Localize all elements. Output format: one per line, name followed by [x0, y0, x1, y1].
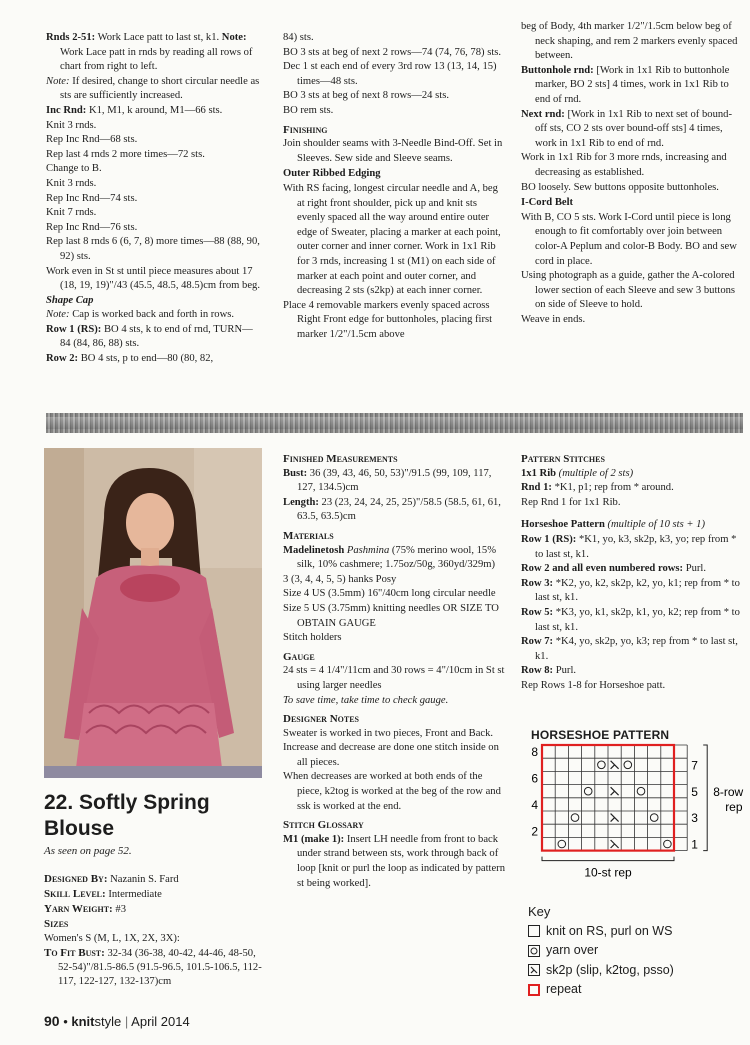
- paragraph: [283, 104, 505, 119]
- paragraph: [46, 177, 260, 192]
- row-label-right: 3: [691, 811, 698, 826]
- row-label-left: 8: [531, 745, 538, 760]
- sk2p-symbol: [611, 840, 619, 848]
- key-item-repeat: [528, 980, 674, 1000]
- body-text: [Work in 1x1 Rib to next set of bound-off sts, CO 2 sts over bound-off sts] 4 times, work in 1x1 Rib to end of rnd.: [535, 108, 732, 149]
- bold-lead: Row 3:: [521, 577, 554, 589]
- page-footer: [44, 1013, 190, 1029]
- chart-title: HORSESHOE PATTERN: [531, 728, 670, 742]
- instructions-column-3: [521, 20, 743, 327]
- paragraph: [283, 467, 505, 496]
- body-text: *K1, yo, k3, sk2p, k3, yo; rep from * to last st, k1.: [535, 533, 737, 560]
- paragraph: [283, 46, 505, 61]
- subsection-heading: Shape Cap: [46, 294, 94, 306]
- bold-lead: Length:: [283, 496, 319, 508]
- body-text: Knit 3 rnds.: [46, 119, 97, 131]
- paragraph: [521, 211, 743, 269]
- section-heading: Materials: [283, 529, 334, 542]
- row-label-right: 1: [691, 837, 698, 852]
- paragraph: [521, 313, 743, 328]
- paragraph: [46, 148, 260, 163]
- paragraph: [283, 727, 505, 742]
- body-text: 36 (39, 43, 46, 50, 53)"/91.5 (99, 109, 117, 127, 134.5)cm: [297, 467, 492, 494]
- bold-lead: Note:: [221, 32, 247, 43]
- yarn-over-symbol: [558, 840, 566, 848]
- key-label-repeat: repeat: [546, 982, 582, 996]
- paragraph: [521, 562, 743, 577]
- bold-lead: M1 (make 1):: [283, 833, 345, 845]
- body-text: With RS facing, longest circular needle and A, beg at right front shoulder, pick up and knit sts evenly spaced all the way around entire outer edge of Sweater, placing a marker at each point, outer corner and inner corner. Work in 1x1 Rib for 3 rnds, increasing 1 st (M1) on each side of marker at each point and outer corner, and decreasing 2 sts (s2kp) at each inner corner.: [283, 182, 501, 297]
- designer-label: Designed By:: [44, 873, 108, 885]
- body-text: 23 (23, 24, 24, 25, 25)"/58.5 (58.5, 61, 61, 63.5, 63.5)cm: [297, 496, 501, 523]
- body-text: Work even in St st until piece measures about 17 (18, 19, 19)"/43 (45.5, 48.5, 48.5)cm from beg.: [46, 265, 260, 292]
- section-heading: Finished Measurements: [283, 453, 398, 465]
- bust-value: 32-34 (36-38, 40-42, 44-46, 48-50, 52-54)"/81.5-86.5 (91.5-96.5, 101.5-106.5, 112-117, 122-127, 132-137)cm: [58, 948, 262, 987]
- paragraph: [46, 31, 260, 75]
- paragraph: [46, 133, 260, 148]
- body-text: When decreases are worked at both ends of the piece, k2tog is worked at the beg of the row and ssk is worked at the end.: [283, 771, 501, 812]
- body-text: Join shoulder seams with 3-Needle Bind-Off. Set in Sleeves. Sew side and Sleeve seams.: [283, 138, 503, 164]
- paragraph: [521, 533, 743, 562]
- paragraph: [521, 664, 743, 679]
- section-heading: Stitch Glossary: [283, 819, 364, 832]
- body-text: Purl.: [553, 665, 577, 677]
- body-text: Work in 1x1 Rib for 3 more rnds, increasing and decreasing as established.: [521, 152, 727, 178]
- sk2p-symbol: [611, 787, 619, 795]
- body-text: Cap is worked back and forth in rows.: [69, 309, 235, 321]
- body-text: BO 4 sts, p to end—80 (80, 82,: [78, 353, 214, 365]
- pattern-stitches-column: [521, 448, 743, 694]
- body-text: Purl.: [683, 563, 707, 575]
- yarn-over-symbol: [624, 761, 632, 769]
- row-label-right: 5: [691, 784, 698, 799]
- bold-lead: Rnds 2-51:: [46, 32, 96, 43]
- paragraph: [521, 679, 743, 694]
- row-repeat-label: rep: [725, 799, 743, 814]
- italic-text: Note:: [46, 75, 70, 87]
- stitch-repeat-label: 10-st rep: [584, 865, 632, 880]
- paragraph: [46, 352, 260, 367]
- paragraph: [521, 151, 743, 180]
- body-text: Work Lace patt in rnds by reading all rows of chart from right to left.: [60, 46, 253, 73]
- body-text: With B, CO 5 sts. Work I-Cord until piece is long enough to fit comfortably over join between color-A Peplum and color-B Body. BO and sew cord in place.: [521, 211, 737, 267]
- sk2p-symbol: [611, 761, 619, 769]
- paragraph: [521, 635, 743, 664]
- paragraph: [283, 573, 505, 588]
- brand-bold: knit: [71, 1014, 95, 1029]
- body-text: Knit 7 rnds.: [46, 207, 97, 219]
- knit-symbol-icon: [528, 925, 540, 937]
- body-text: 3 (3, 4, 4, 5, 5) hanks Posy: [283, 573, 397, 585]
- instructions-column-2: [283, 31, 505, 342]
- model-illustration: [44, 448, 262, 778]
- section-heading: Finishing: [283, 123, 328, 136]
- paragraph: [46, 265, 260, 294]
- bold-lead: Row 5:: [521, 606, 554, 618]
- bold-lead: Madelinetosh: [283, 544, 345, 556]
- paragraph: [46, 323, 260, 352]
- horseshoe-chart: [518, 742, 750, 892]
- row-label-left: 4: [531, 798, 538, 812]
- row-label-left: 6: [531, 771, 538, 786]
- paragraph: [283, 587, 505, 602]
- yarn-over-symbol: [664, 840, 672, 848]
- key-label-yo: yarn over: [546, 943, 599, 957]
- stitch-repeat-bracket: [542, 857, 674, 861]
- body-text: *K1, p1; rep from * around.: [551, 482, 674, 494]
- paragraph: [283, 137, 505, 166]
- body-text: *K4, yo, sk2p, yo, k3; rep from * to last st, k1.: [535, 636, 738, 662]
- paragraph: [283, 299, 505, 343]
- body-text: Size 4 US (3.5mm) 16"/40cm long circular needle: [283, 588, 496, 600]
- body-text: Sweater is worked in two pieces, Front and Back.: [283, 727, 494, 739]
- paragraph: [521, 269, 743, 313]
- paragraph: [283, 89, 505, 104]
- key-item-yo: [528, 941, 674, 961]
- paragraph: [283, 694, 505, 709]
- bold-lead: Row 7:: [521, 636, 554, 648]
- paragraph: [521, 64, 743, 108]
- yarn-over-symbol: [637, 787, 645, 795]
- paragraph: [46, 221, 260, 236]
- bold-lead: Row 2 and all even numbered rows:: [521, 563, 684, 575]
- key-item-knit: [528, 922, 674, 942]
- yarn-over-symbol: [571, 814, 579, 822]
- page-number: 90: [44, 1013, 60, 1029]
- body-text: 24 sts = 4 1/4"/11cm and 30 rows = 4"/10cm in St st using larger needles: [283, 665, 505, 691]
- bold-lead: Rnd 1:: [521, 482, 552, 494]
- yarn-over-symbol: [650, 814, 658, 822]
- body-text: BO 3 sts at beg of next 2 rows—74 (74, 76, 78) sts.: [283, 46, 502, 58]
- italic-text: Pashmina: [344, 544, 390, 556]
- bold-lead: Bust:: [283, 467, 308, 479]
- subsection-heading: I-Cord Belt: [521, 197, 574, 209]
- skill-value: Intermediate: [108, 889, 162, 900]
- paragraph: [521, 496, 743, 511]
- paragraph: [283, 631, 505, 646]
- as-seen-note: As seen on page 52.: [44, 845, 132, 857]
- yarn-weight-value: #3: [115, 904, 126, 915]
- body-text: (75% merino wool, 15% silk, 10% cashmere; 1.75oz/50g, 360yd/329m): [297, 544, 497, 571]
- body-text: Stitch holders: [283, 632, 342, 644]
- bold-lead: Row 1 (RS):: [521, 533, 577, 545]
- paragraph: [46, 104, 260, 119]
- body-text: *K3, yo, k1, sk2p, k1, yo, k2; rep from * to last st, k1.: [535, 606, 740, 633]
- yarn-over-symbol: [598, 761, 606, 769]
- bust-label: To Fit Bust:: [44, 947, 105, 959]
- body-text: BO 3 sts at beg of next 8 rows—24 sts.: [283, 90, 449, 102]
- body-text: Rep Inc Rnd—74 sts.: [46, 192, 138, 204]
- yarn-weight-label: Yarn Weight:: [44, 903, 113, 915]
- footer-bullet: •: [63, 1014, 68, 1029]
- body-text: *K2, yo, k2, sk2p, k2, yo, k1; rep from * to last st, k1.: [535, 577, 740, 604]
- italic-text: (multiple of 2 sts): [556, 467, 634, 479]
- body-text: Work Lace patt to last st, k1.: [95, 32, 222, 43]
- paragraph: [46, 75, 260, 104]
- paragraph: [521, 606, 743, 635]
- paragraph: [283, 741, 505, 770]
- bold-lead: Buttonhole rnd:: [521, 64, 594, 76]
- row-label-right: 7: [691, 758, 698, 773]
- body-text: Dec 1 st each end of every 3rd row 13 (13, 14, 15) times—48 sts.: [283, 61, 497, 87]
- designer-value: Nazanin S. Fard: [110, 874, 179, 885]
- body-text: Using photograph as a guide, gather the A-colored lower section of each Sleeve and sew 3 buttons on side of Sleeve to hold.: [521, 270, 736, 311]
- body-text: Increase and decrease are done one stitch inside on all pieces.: [283, 742, 499, 768]
- body-text: Rep Rows 1-8 for Horseshoe patt.: [521, 679, 666, 691]
- paragraph: [521, 467, 743, 482]
- paragraph: [46, 119, 260, 134]
- bold-lead: Next rnd:: [521, 108, 565, 120]
- bold-lead: Inc Rnd:: [46, 104, 87, 116]
- skill-label: Skill Level:: [44, 888, 106, 900]
- key-label-knit: knit on RS, purl on WS: [546, 923, 673, 938]
- body-text: K1, M1, k around, M1—66 sts.: [86, 104, 223, 116]
- body-text: Rep last 8 rnds 6 (6, 7, 8) more times—88 (88, 90, 92) sts.: [46, 236, 260, 262]
- paragraph: [521, 181, 743, 196]
- body-text: Rep last 4 rnds 2 more times—72 sts.: [46, 148, 205, 160]
- paragraph: [46, 162, 260, 177]
- body-text: Weave in ends.: [521, 313, 586, 325]
- body-text: Rep Inc Rnd—68 sts.: [46, 134, 138, 146]
- italic-text: Note:: [46, 309, 70, 321]
- key-title: Key: [528, 904, 551, 919]
- sk2p-symbol: [611, 814, 619, 822]
- bold-lead: 1x1 Rib: [521, 467, 557, 479]
- paragraph: [283, 833, 505, 891]
- bold-lead: Row 1 (RS):: [46, 323, 102, 335]
- section-divider: [46, 413, 743, 433]
- body-text: BO loosely. Sew buttons opposite buttonholes.: [521, 181, 719, 193]
- yarn-over-icon: [528, 945, 540, 957]
- paragraph: [521, 577, 743, 606]
- key-label-sk2p: sk2p (slip, k2tog, psso): [546, 962, 674, 977]
- paragraph: [521, 108, 743, 152]
- bold-lead: Row 8:: [521, 665, 554, 677]
- section-heading: Gauge: [283, 650, 315, 663]
- chart-key: [528, 902, 674, 1000]
- paragraph: [521, 20, 743, 64]
- paragraph: [46, 308, 260, 323]
- paragraph: [46, 192, 260, 207]
- pattern-credits: [44, 872, 264, 989]
- paragraph: [521, 518, 743, 533]
- body-text: Knit 3 rnds.: [46, 177, 97, 189]
- instructions-column-1: [46, 31, 260, 367]
- paragraph: [283, 31, 505, 46]
- row-label-left: 2: [531, 824, 538, 839]
- paragraph: [283, 602, 505, 631]
- body-text: If desired, change to short circular needle as sts are sufficiently increased.: [60, 75, 260, 102]
- subsection-heading: Outer Ribbed Edging: [283, 168, 381, 180]
- sk2p-icon: [528, 964, 540, 976]
- body-text: Change to B.: [46, 163, 102, 175]
- key-item-sk2p: [528, 961, 674, 981]
- body-text: Place 4 removable markers evenly spaced across Right Front edge for buttonholes, placing first marker 1/2"/1.5cm above: [283, 299, 493, 340]
- bold-lead: Horseshoe Pattern: [521, 519, 605, 531]
- body-text: Rep Rnd 1 for 1x1 Rib.: [521, 496, 621, 508]
- body-text: Rep Inc Rnd—76 sts.: [46, 221, 138, 233]
- paragraph: [283, 60, 505, 89]
- paragraph: [283, 770, 505, 814]
- sizes-value: Women's S (M, L, 1X, 2X, 3X):: [44, 933, 180, 944]
- brand-rest: style: [94, 1014, 122, 1029]
- body-text: Insert LH needle from front to back under strand between sts, work through back of loop [knit or purl the loop as indicated by pattern st being worked].: [297, 833, 506, 889]
- footer-pipe: |: [124, 1014, 129, 1029]
- body-text: 84) sts.: [283, 32, 314, 43]
- pattern-title: 22. Softly Spring Blouse: [44, 791, 210, 840]
- model-photo: [44, 448, 262, 778]
- repeat-icon: [528, 984, 540, 996]
- paragraph: [46, 206, 260, 221]
- paragraph: [283, 496, 505, 525]
- paragraph: [46, 235, 260, 264]
- body-text: BO rem sts.: [283, 104, 334, 116]
- italic-text: (multiple of 10 sts + 1): [604, 519, 705, 531]
- body-text: Size 5 US (3.75mm) knitting needles OR SIZE TO OBTAIN GAUGE: [283, 602, 499, 629]
- section-heading: Pattern Stitches: [521, 453, 605, 465]
- italic-text: To save time, take time to check gauge.: [283, 694, 449, 706]
- paragraph: [521, 481, 743, 496]
- issue-date: April 2014: [131, 1014, 190, 1029]
- bold-lead: Row 2:: [46, 353, 79, 365]
- paragraph: [521, 510, 743, 518]
- sizes-label: Sizes: [44, 918, 69, 930]
- materials-column: [283, 448, 505, 891]
- section-heading: Designer Notes: [283, 713, 359, 726]
- yarn-over-symbol: [584, 787, 592, 795]
- paragraph: [283, 544, 505, 573]
- row-repeat-label: 8-row: [713, 784, 744, 799]
- body-text: [Work in 1x1 Rib to buttonhole marker, BO 2 sts] 4 times, work in 1x1 Rib to end of rnd.: [535, 64, 730, 105]
- paragraph: [283, 664, 505, 693]
- row-repeat-bracket: [703, 745, 707, 851]
- body-text: BO 4 sts, k to end of rnd, TURN—84 (84, 86, 88) sts.: [60, 323, 253, 350]
- paragraph: [283, 182, 505, 299]
- body-text: beg of Body, 4th marker 1/2"/1.5cm below beg of neck shaping, and rem 2 markers evenly spaced between.: [521, 21, 738, 62]
